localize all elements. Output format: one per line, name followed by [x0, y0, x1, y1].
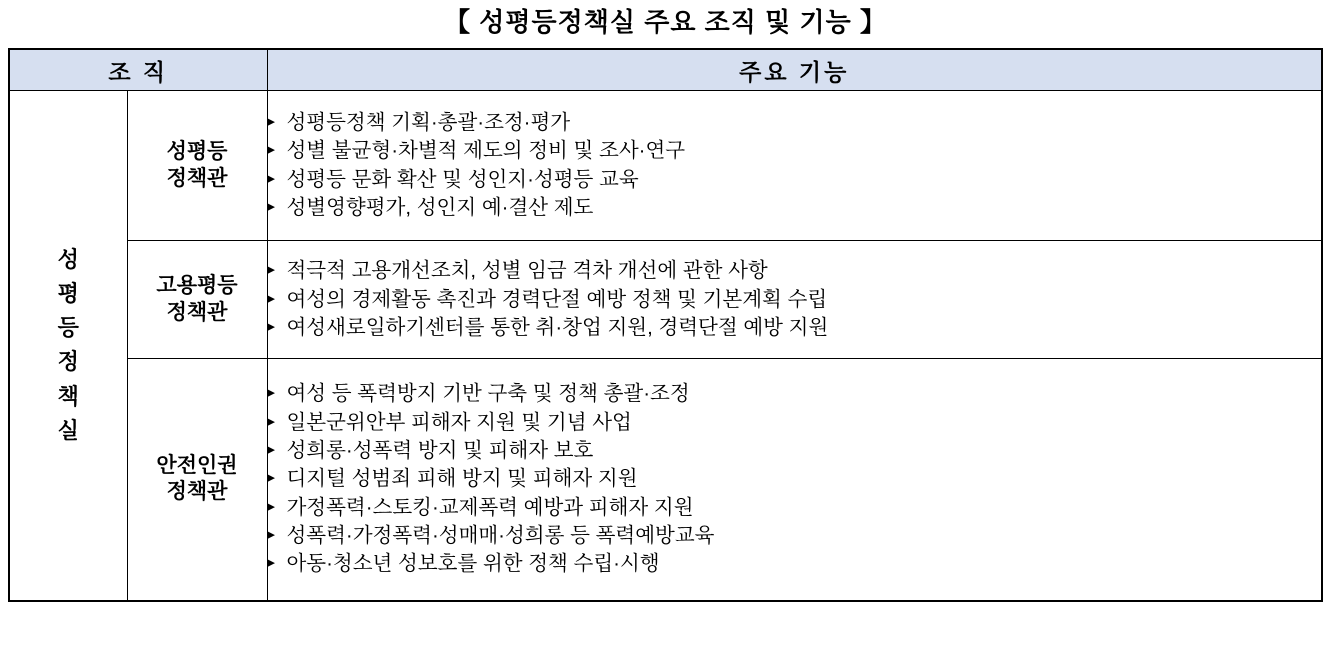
unit-name-cell	[127, 359, 267, 601]
table-header-row	[9, 49, 1322, 91]
unit-name-line1: 안전인권	[156, 454, 238, 478]
vertical-char: 정	[57, 349, 79, 375]
list-item: ▸ 아동·청소년 성보호를 위한 정책 수립·시행	[268, 550, 1322, 578]
vertical-char: 평	[57, 281, 79, 307]
list-item: ▸ 성희롱·성폭력 방지 및 피해자 보호	[268, 437, 1322, 465]
table-row	[9, 91, 1322, 241]
list-item: ▸ 성평등 문화 확산 및 성인지·성평등 교육	[268, 166, 1322, 194]
vertical-char: 책	[57, 383, 79, 409]
unit-name-cell	[127, 91, 267, 241]
vertical-char: 성	[57, 247, 79, 273]
table-row	[9, 241, 1322, 359]
list-item: ▸ 적극적 고용개선조치, 성별 임금 격차 개선에 관한 사항	[268, 257, 1322, 285]
table-row	[9, 359, 1322, 601]
unit-name-line1: 고용평등	[156, 274, 238, 298]
unit-name-cell	[127, 241, 267, 359]
functions-cell	[267, 241, 1322, 359]
unit-name-line2: 정책관	[166, 300, 228, 324]
header-functions: 주요 기능	[267, 49, 1322, 91]
list-item: ▸ 성별영향평가, 성인지 예·결산 제도	[268, 194, 1322, 222]
list-item: ▸ 일본군위안부 피해자 지원 및 기념 사업	[268, 409, 1322, 437]
list-item: ▸ 여성 등 폭력방지 기반 구축 및 정책 총괄·조정	[268, 380, 1322, 408]
list-item: ▸ 디지털 성범죄 피해 방지 및 피해자 지원	[268, 465, 1322, 493]
vertical-office-label	[9, 91, 127, 601]
organization-function-table	[8, 48, 1323, 602]
functions-cell	[267, 91, 1322, 241]
list-item: ▸ 성별 불균형·차별적 제도의 정비 및 조사·연구	[268, 137, 1322, 165]
list-item: ▸ 성평등정책 기획·총괄·조정·평가	[268, 109, 1322, 137]
list-item: ▸ 성폭력·가정폭력·성매매·성희롱 등 폭력예방교육	[268, 522, 1322, 550]
unit-name-line1: 성평등	[166, 140, 228, 164]
vertical-char: 등	[57, 315, 79, 341]
vertical-char: 실	[57, 417, 79, 443]
list-item: ▸ 여성새로일하기센터를 통한 취·창업 지원, 경력단절 예방 지원	[268, 314, 1322, 342]
unit-name-line2: 정책관	[166, 166, 228, 190]
header-organization: 조 직	[9, 49, 267, 91]
functions-list	[268, 109, 1322, 222]
functions-cell	[267, 359, 1322, 601]
list-item: ▸ 여성의 경제활동 촉진과 경력단절 예방 정책 및 기본계획 수립	[268, 286, 1322, 314]
list-item: ▸ 가정폭력·스토킹·교제폭력 예방과 피해자 지원	[268, 494, 1322, 522]
page-title: 【 성평등정책실 주요 조직 및 기능 】	[444, 7, 887, 37]
unit-name-line2: 정책관	[166, 480, 228, 504]
functions-list	[268, 257, 1322, 342]
functions-list	[268, 380, 1322, 578]
